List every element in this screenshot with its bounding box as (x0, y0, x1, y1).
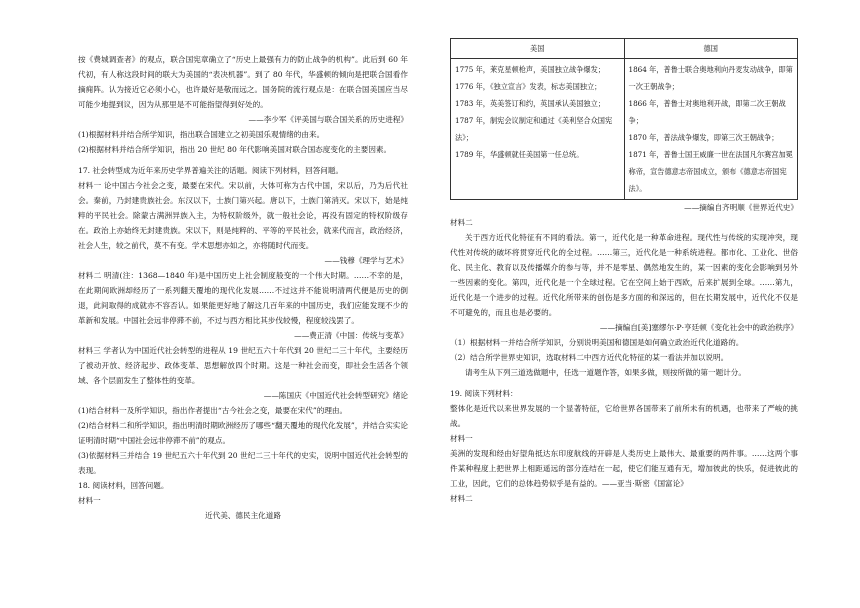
de-row: 1871 年，普鲁士国王威廉一世在法国凡尔赛宫加冕称帝，宣告德意志帝国成立，颁布《德意志帝国宪法》。 (628, 150, 793, 193)
material-2-text: 关于西方近代化特征有不同的看法。第一，近代化是一种革命进程。现代性与传统的实现冲突，现代性对传统的破坏将贯穿近代化的全过程。……第三，近代化是一种系统进程。都市化、工业化、世俗化、民主化、教育以及传播媒介的参与等，并不是零星、偶然地发生的，某一因素的变化会影响到另外一些因素的变化。第四，近代化是一个全球过程。它在空间上始于西欧，后来扩展到全球。……第九，近代化是一个进步的过程。近代化所带来的创伤是多方面的和深远的，但在长期发展中，近代化不仅是不可避免的，而且也是必要的。 (450, 233, 798, 317)
question-1: (1)根据材料并结合所学知识，指出联合国建立之初美国乐观情绪的由来。 (78, 130, 325, 139)
question-17-3: (3)依据材料三并结合 19 世纪五六十年代到 20 世纪二三十年代的史实，说明中国近代社会转型的表现。 (78, 451, 408, 475)
section-19-material-2-label: 材料二 (450, 494, 473, 503)
material-3-source: ——陈国庆《中国近代社会转型研究》绪论 (263, 391, 408, 400)
us-row: 1776 年，《独立宣言》发表，标志美国独立； (455, 82, 602, 91)
material-2-label: 材料二 (450, 218, 473, 227)
question-17-2: (2)结合材料二和所学知识，指出明清时期欧洲经历了哪些“翻天覆地的现代化发展”，并结合实实论证明清时期“中国社会远非停滞不前”的观点。 (78, 421, 408, 445)
us-column (451, 59, 625, 200)
section-19-material-1-label: 材料一 (450, 434, 473, 443)
section-19-title: 19. 阅读下列材料： (450, 389, 518, 398)
section-18-material-1-label: 材料一 (78, 496, 101, 505)
table-header-de: 德国 (624, 39, 798, 59)
material-2-source: ——摘编自[美]塞缪尔·P·亨廷顿《变化社会中的政治秩序》 (599, 323, 798, 332)
de-row: 1866 年，普鲁士对奥地利开战，即第二次王朝战争； (628, 99, 786, 125)
material-2: 材料二 明清(注：1368—1840 年)是中国历史上社会制度般变的一个伟大时期。……不幸的是，在此期间欧洲却经历了一系列翻天覆地的现代化发展……不过这并不能说明清两代便是历史的倒退，此间取得的成就亦不容否认。如果能更好地了解这几百年来的中国历史，我们应能发现不少的革新和发展。中国社会远非停滞不前，不过与西方相比其步伐较慢，程度较浅罢了。 (78, 271, 408, 325)
de-row: 1870 年，普法战争爆发，即第三次王朝战争； (628, 133, 779, 142)
de-column (624, 59, 798, 200)
us-row: 1783 年，英美签订和约，英国承认美国独立； (455, 99, 605, 108)
material-1: 材料一 论中国古今社会之变，最要在宋代。宋以前，大体可称为古代中国，宋以后，乃为后代社会。秦前，乃封建贵族社会。东汉以下，士族门第兴起。唐以下，士族门第消灭。宋以下，始是纯粹的平民社会。除蒙古满洲异族入主，为特权阶级外，就一般社会论，再没有固定的特权阶级存在。政治上亦始终无封建贵族。宋以下，则是纯粹的、平等的平民社会，就来代而言，政治经济，社会人生，较之前代，莫不有变。学术思想亦如之，亦将随时代而变。 (78, 181, 408, 250)
section-19-material-1: 美洲的发现和经由好望角抵达东印度航线的开辟是人类历史上最伟大、最重要的两件事。……这两个事件某种程度上把世界上相距遥远的部分连结在一起，使它们能互通有无，增加彼此的快乐，促进彼此的工业，因此，它们的总体趋势似乎是有益的。——亚当·斯密《国富论》 (450, 449, 798, 488)
section-19-intro: 整体化是近代以来世界发展的一个显著特征，它给世界各国带来了前所未有的机遇，也带来了严峻的挑战。 (450, 404, 798, 428)
question-2: (2)根据材料并结合所学知识，指出 20 世纪 80 年代影响美国对联合国态度变化的主要因素。 (78, 145, 392, 154)
left-column (78, 52, 408, 523)
material-3: 材料三 学者认为中国近代社会转型的进程从 19 世纪五六十年代到 20 世纪二三十年代，主要经历了被动开放、经济起步、政体变革、思想解放四个时期。这是一种社会而变，即社会生活各个领域、各个层面发生了整体性的变革。 (78, 346, 408, 385)
elective-note: 请考生从下列三道选做题中，任选一道题作答，如果多做，则按所做的第一题计分。 (465, 368, 746, 377)
de-row: 1864 年，普鲁士联合奥地利向丹麦发动战争，即第一次王朝战争； (628, 65, 793, 91)
us-germany-table (450, 38, 798, 200)
us-row: 1789 年，华盛顿就任美国第一任总统。 (455, 150, 584, 159)
table-source: ——摘编自齐明顺《世界近代史》 (684, 203, 798, 212)
material-2-source: ——费正清《中国：传统与变革》 (294, 331, 408, 340)
passage-paragraph: 按《费城调查者》的观点，联合国宪章确立了“历史上最强有力的防止战争的机构”。此后到 60 年代初，有人称这段时间的联大为美国的“表决机器”。到了 80 年代，华盛顿的倾向是把联合国看作摘痈阵。认为接近它必须小心，也许最好是敬而远之。国务院的流行观点是：在联合国美国应当尽可能少地提到议，因为从那里是不可能指望得到好处的。 (78, 55, 408, 109)
question-17-1: (1)结合材料一及所学知识，指出作者提出“古今社会之变，最要在宋代”的理由。 (78, 406, 348, 415)
section-18-title: 18. 阅读材料，回答问题。 (78, 481, 169, 490)
question-18-1: （1）根据材料一并结合所学知识，分别说明美国和德国是如何确立政治近代化道路的。 (450, 338, 744, 347)
table-caption: 近代美、德民主化道路 (205, 511, 281, 520)
right-column (450, 0, 798, 506)
us-row: 1787 年，制宪会议制定和通过《美利坚合众国宪法》； (455, 116, 613, 142)
material-1-source: ——钱穆《理学与艺术》 (324, 256, 408, 265)
passage-source: ——李少军《评美国与联合国关系的历史进程》 (248, 115, 408, 124)
us-row: 1775 年，莱克星顿枪声，美国独立战争爆发； (455, 65, 605, 74)
section-17-title: 17. 社会转型成为近年来历史学界普遍关注的话题。阅读下列材料，回答问题。 (78, 166, 344, 175)
table-header-us: 美国 (451, 39, 625, 59)
question-18-2: （2）结合所学世界史知识，选取材料二中西方近代化特征的某一看法并加以说明。 (450, 353, 729, 362)
